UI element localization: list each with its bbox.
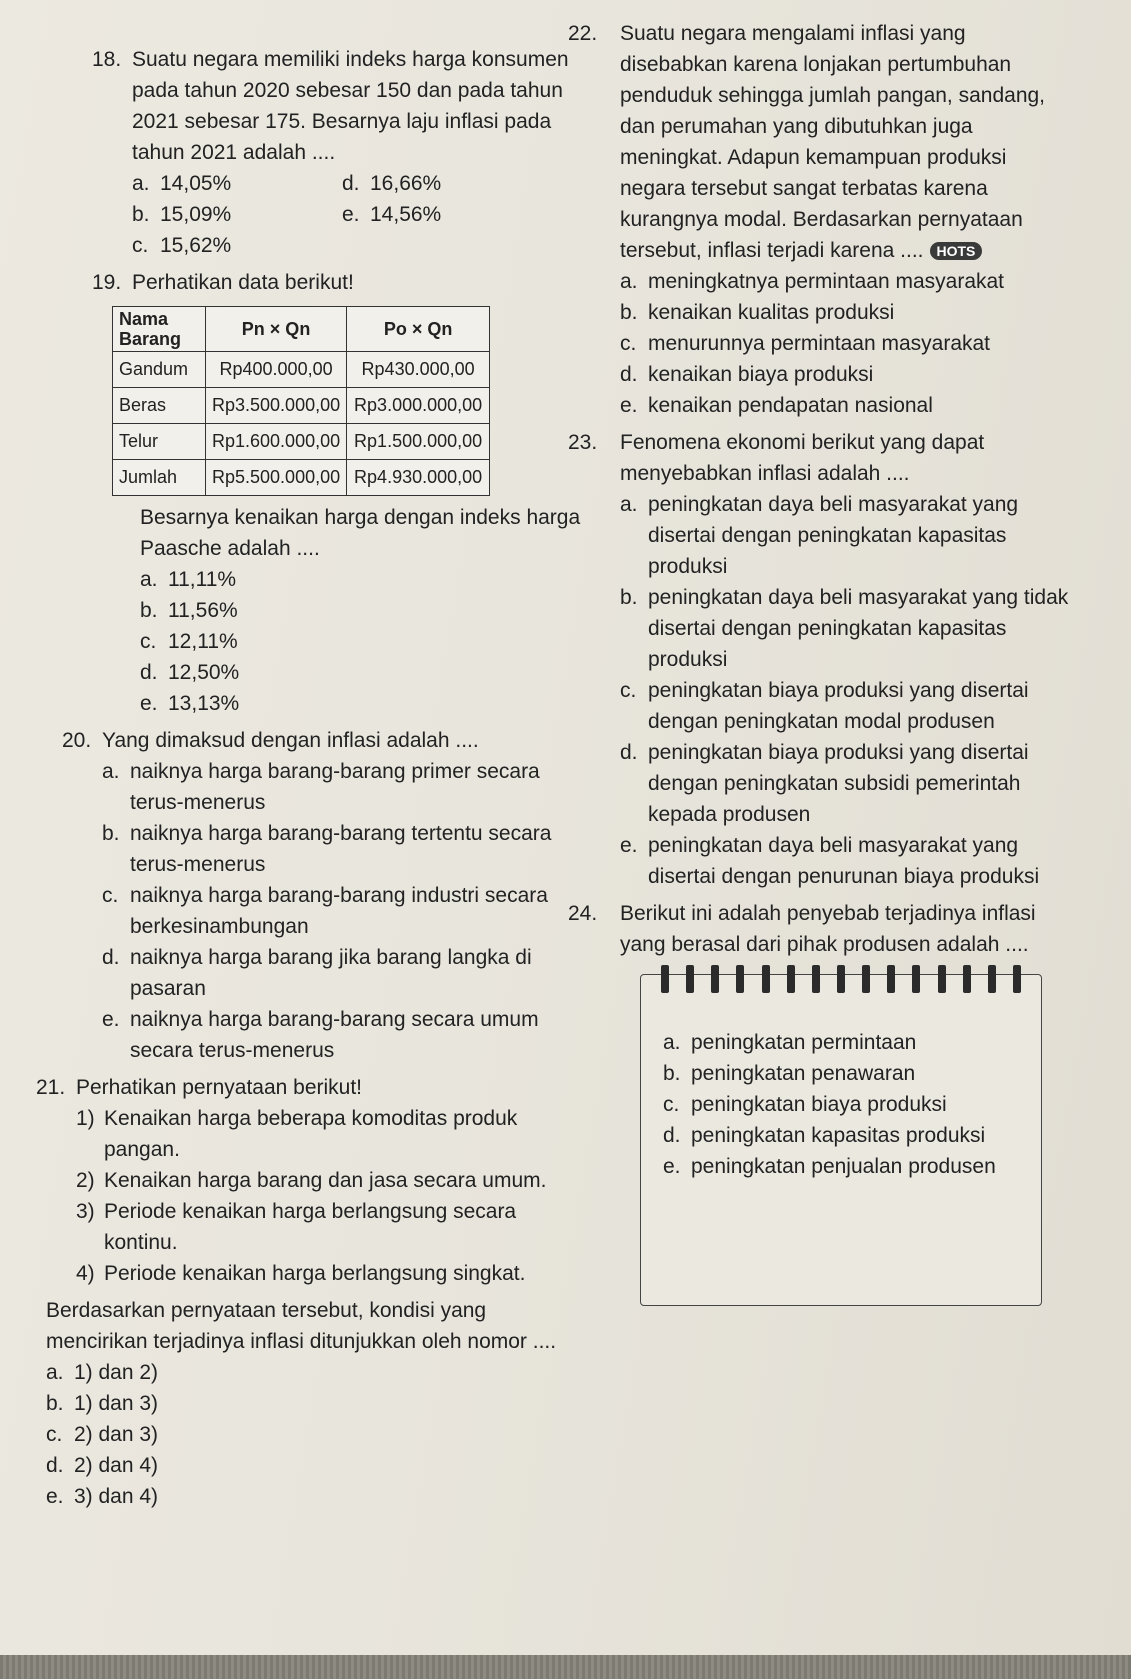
option-text: 16,66%	[370, 172, 442, 195]
question-22	[568, 18, 1072, 421]
option-letter: c.	[102, 884, 119, 907]
option-a[interactable]	[620, 266, 1072, 297]
table-cell: Beras	[113, 388, 206, 424]
statement-number: 4)	[76, 1262, 95, 1285]
option-letter: a.	[46, 1361, 64, 1384]
option-text: meningkatnya permintaan masyarakat	[648, 270, 1005, 293]
option-letter: d.	[46, 1454, 64, 1477]
statement-4	[76, 1258, 592, 1289]
question-19-body	[92, 502, 592, 719]
table-cell: Rp1.600.000,00	[206, 424, 347, 460]
option-text: peningkatan kapasitas produksi	[691, 1124, 986, 1147]
option-e[interactable]	[102, 1004, 592, 1066]
notebook-answer-box	[640, 974, 1042, 1306]
table-row	[113, 424, 490, 460]
option-d[interactable]	[102, 942, 592, 1004]
option-letter: e.	[620, 834, 638, 857]
question-18	[92, 44, 592, 261]
table-cell: Rp4.930.000,00	[347, 460, 490, 496]
option-text: 11,56%	[168, 599, 238, 622]
option-text: 14,05%	[160, 172, 232, 195]
ring-icon	[661, 965, 669, 993]
statement-number: 1)	[76, 1107, 95, 1130]
option-text: menurunnya permintaan masyarakat	[648, 332, 991, 355]
table-cell: Rp5.500.000,00	[206, 460, 347, 496]
ring-icon	[988, 965, 996, 993]
option-e[interactable]	[620, 390, 1072, 421]
spiral-binding	[661, 965, 1021, 993]
option-text: kenaikan biaya produksi	[648, 363, 874, 386]
page-bottom-edge	[0, 1655, 1131, 1679]
option-letter: b.	[46, 1392, 64, 1415]
option-letter: b.	[620, 301, 638, 324]
table-header: Pn × Qn	[206, 307, 347, 352]
option-letter: e.	[102, 1008, 120, 1031]
option-e[interactable]	[663, 1151, 1031, 1182]
option-letter: c.	[46, 1423, 63, 1446]
question-text-wrap	[620, 18, 1072, 266]
option-letter: b.	[663, 1062, 681, 1085]
option-text: 15,09%	[160, 203, 232, 226]
option-e[interactable]	[140, 688, 592, 719]
option-text: naiknya harga barang-barang secara umum secara terus-menerus	[130, 1008, 539, 1062]
option-b[interactable]	[140, 595, 592, 626]
table-cell: Rp430.000,00	[347, 352, 490, 388]
option-a[interactable]	[132, 168, 342, 199]
option-text: kenaikan kualitas produksi	[648, 301, 895, 324]
option-text: 11,11%	[168, 568, 237, 591]
ring-icon	[787, 965, 795, 993]
price-table	[112, 306, 490, 496]
option-e[interactable]	[342, 199, 552, 230]
table-cell: Rp400.000,00	[206, 352, 347, 388]
ring-icon	[686, 965, 694, 993]
option-letter: e.	[663, 1155, 681, 1178]
option-letter: a.	[620, 270, 638, 293]
option-text: kenaikan pendapatan nasional	[648, 394, 933, 417]
option-letter: a.	[620, 493, 638, 516]
statement-text: Kenaikan harga beberapa komoditas produk pangan.	[104, 1107, 518, 1161]
table-cell: Rp3.000.000,00	[347, 388, 490, 424]
option-text: naiknya harga barang-barang industri secara berkesinambungan	[130, 884, 548, 938]
table-header: Po × Qn	[347, 307, 490, 352]
option-letter: c.	[663, 1093, 680, 1116]
ring-icon	[711, 965, 719, 993]
option-text: 3) dan 4)	[74, 1485, 159, 1508]
option-d[interactable]	[620, 359, 1072, 390]
option-text: naiknya harga barang-barang primer secara terus-menerus	[130, 760, 540, 814]
question-text: Besarnya kenaikan harga dengan indeks harga Paasche adalah ....	[140, 506, 581, 560]
option-letter: c.	[620, 332, 637, 355]
question-20	[62, 725, 592, 1066]
table-row	[113, 460, 490, 496]
question-number: 18.	[92, 48, 122, 71]
option-letter: d.	[102, 946, 120, 969]
ring-icon	[963, 965, 971, 993]
option-letter: a.	[102, 760, 120, 783]
left-column	[36, 44, 592, 1518]
option-b[interactable]	[46, 1388, 592, 1419]
ring-icon	[1013, 965, 1021, 993]
option-c[interactable]	[620, 675, 1072, 737]
option-text: peningkatan biaya produksi	[691, 1093, 947, 1116]
option-letter: d.	[342, 172, 360, 195]
option-letter: c.	[140, 630, 157, 653]
table-row	[113, 352, 490, 388]
option-a[interactable]	[663, 1027, 1031, 1058]
statement-number: 3)	[76, 1200, 95, 1223]
box-options	[663, 1027, 1031, 1182]
option-text: 14,56%	[370, 203, 442, 226]
table-header: Nama Barang	[113, 307, 206, 352]
question-23	[568, 427, 1072, 892]
options	[132, 168, 592, 261]
ring-icon	[862, 965, 870, 993]
option-text: naiknya harga barang jika barang langka di pasaran	[130, 946, 532, 1000]
question-number: 21.	[36, 1076, 66, 1099]
option-letter: a.	[663, 1031, 681, 1054]
option-c[interactable]	[663, 1089, 1031, 1120]
statement-text: Periode kenaikan harga berlangsung secara kontinu.	[104, 1200, 517, 1254]
hots-badge: HOTS	[930, 242, 983, 260]
option-a[interactable]	[102, 756, 592, 818]
option-b[interactable]	[620, 582, 1072, 675]
option-d[interactable]	[620, 737, 1072, 830]
option-letter: b.	[140, 599, 158, 622]
statement-3	[76, 1196, 592, 1258]
table-row	[113, 388, 490, 424]
option-b[interactable]	[102, 818, 592, 880]
option-text: peningkatan penawaran	[691, 1062, 916, 1085]
option-a[interactable]	[140, 564, 592, 595]
option-letter: b.	[102, 822, 120, 845]
statement-2	[76, 1165, 592, 1196]
option-d[interactable]	[46, 1450, 592, 1481]
option-letter: d.	[620, 741, 638, 764]
option-text: 12,11%	[168, 630, 238, 653]
ring-icon	[736, 965, 744, 993]
table-header-row	[113, 307, 490, 352]
statement-text: Periode kenaikan harga berlangsung singkat.	[104, 1262, 526, 1285]
question-number: 22.	[568, 22, 598, 45]
option-text: 1) dan 3)	[74, 1392, 159, 1415]
option-text: 13,13%	[168, 692, 240, 715]
option-a[interactable]	[46, 1357, 592, 1388]
option-letter: a.	[140, 568, 158, 591]
option-letter: b.	[132, 203, 150, 226]
question-number: 19.	[92, 271, 122, 294]
right-column	[568, 18, 1072, 1306]
question-number: 20.	[62, 729, 92, 752]
option-e[interactable]	[46, 1481, 592, 1512]
option-c[interactable]	[620, 328, 1072, 359]
question-text: Berdasarkan pernyataan tersebut, kondisi yang mencirikan terjadinya inflasi ditunjukkan oleh nomor ....	[46, 1299, 557, 1353]
statement-1	[76, 1103, 592, 1165]
option-letter: e.	[342, 203, 360, 226]
table-cell: Rp1.500.000,00	[347, 424, 490, 460]
question-number: 23.	[568, 431, 598, 454]
option-letter: b.	[620, 586, 638, 609]
question-21	[36, 1072, 592, 1512]
table-cell: Rp3.500.000,00	[206, 388, 347, 424]
question-text: Perhatikan pernyataan berikut!	[76, 1076, 363, 1099]
option-text: 2) dan 4)	[74, 1454, 159, 1477]
option-text: 12,50%	[168, 661, 240, 684]
question-24	[568, 898, 1072, 960]
option-letter: d.	[620, 363, 638, 386]
option-letter: e.	[46, 1485, 64, 1508]
option-text: peningkatan biaya produksi yang disertai dengan peningkatan subsidi pemerintah kepada produsen	[648, 741, 1029, 826]
option-text: peningkatan daya beli masyarakat yang disertai dengan penurunan biaya produksi	[648, 834, 1040, 888]
option-text: peningkatan daya beli masyarakat yang disertai dengan peningkatan kapasitas produksi	[648, 493, 1019, 578]
question-text: Yang dimaksud dengan inflasi adalah ....	[102, 729, 479, 752]
option-text: peningkatan permintaan	[691, 1031, 917, 1054]
question-number: 24.	[568, 902, 598, 925]
option-b[interactable]	[132, 199, 342, 230]
option-d[interactable]	[140, 657, 592, 688]
ring-icon	[812, 965, 820, 993]
ring-icon	[887, 965, 895, 993]
question-text: Perhatikan data berikut!	[132, 271, 354, 294]
option-text: peningkatan daya beli masyarakat yang tidak disertai dengan peningkatan kapasitas produksi	[648, 586, 1069, 671]
option-letter: d.	[663, 1124, 681, 1147]
option-b[interactable]	[620, 297, 1072, 328]
option-letter: e.	[620, 394, 638, 417]
option-text: 15,62%	[160, 234, 232, 257]
option-letter: e.	[140, 692, 158, 715]
option-letter: c.	[620, 679, 637, 702]
question-text: Fenomena ekonomi berikut yang dapat menyebabkan inflasi adalah ....	[620, 431, 985, 485]
table-cell: Telur	[113, 424, 206, 460]
option-e[interactable]	[620, 830, 1072, 892]
option-c[interactable]	[46, 1419, 592, 1450]
option-text: peningkatan biaya produksi yang disertai dengan peningkatan modal produsen	[648, 679, 1029, 733]
option-d[interactable]	[342, 168, 552, 199]
option-d[interactable]	[663, 1120, 1031, 1151]
option-text: 2) dan 3)	[74, 1423, 159, 1446]
table-cell: Gandum	[113, 352, 206, 388]
option-text: 1) dan 2)	[74, 1361, 159, 1384]
option-text: naiknya harga barang-barang tertentu secara terus-menerus	[130, 822, 552, 876]
statement-text: Kenaikan harga barang dan jasa secara umum.	[104, 1169, 547, 1192]
option-c[interactable]	[132, 230, 342, 261]
option-b[interactable]	[663, 1058, 1031, 1089]
statement-number: 2)	[76, 1169, 95, 1192]
option-c[interactable]	[102, 880, 592, 942]
ring-icon	[762, 965, 770, 993]
question-19	[92, 267, 592, 298]
option-letter: a.	[132, 172, 150, 195]
ring-icon	[912, 965, 920, 993]
ring-icon	[837, 965, 845, 993]
option-letter: d.	[140, 661, 158, 684]
ring-icon	[938, 965, 946, 993]
question-text: Suatu negara memiliki indeks harga konsumen pada tahun 2020 sebesar 150 dan pada tahun 2021 sebesar 175. Besarnya laju inflasi pada tahun 2021 adalah ....	[132, 48, 569, 164]
option-letter: c.	[132, 234, 149, 257]
option-text: peningkatan penjualan produsen	[691, 1155, 996, 1178]
option-c[interactable]	[140, 626, 592, 657]
question-text: Berikut ini adalah penyebab terjadinya inflasi yang berasal dari pihak produsen adalah ....	[620, 902, 1036, 956]
table-cell: Jumlah	[113, 460, 206, 496]
question-text: Suatu negara mengalami inflasi yang disebabkan karena lonjakan pertumbuhan penduduk sehingga jumlah pangan, sandang, dan perumahan yang dibutuhkan juga meningkat. Adapun kemampuan produksi negara tersebut sangat terbatas karena kurangnya modal. Berdasarkan pernyataan tersebut, inflasi terjadi karena ....	[620, 22, 1046, 262]
option-a[interactable]	[620, 489, 1072, 582]
